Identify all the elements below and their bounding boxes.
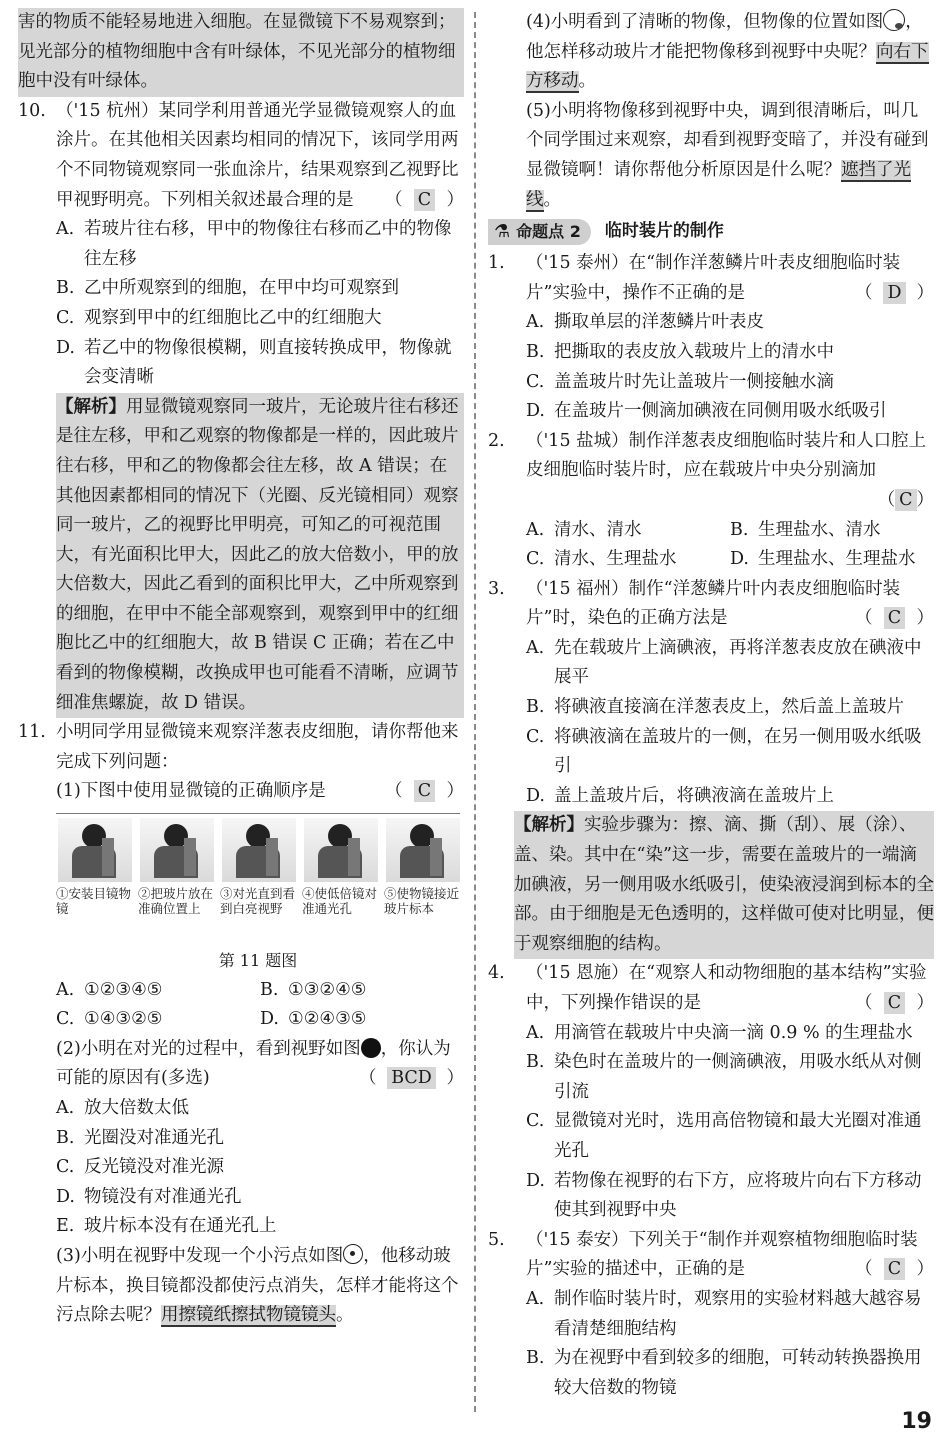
option-label: A. <box>526 637 545 658</box>
option-text: 若物像在视野的右下方，应将玻片向右下方移动使其到视野中央 <box>554 1170 922 1221</box>
question-5 <box>488 1226 934 1285</box>
option-a <box>488 1019 934 1049</box>
step-photo <box>386 818 460 882</box>
option-label: A. <box>526 1288 545 1309</box>
step-photo <box>140 818 214 882</box>
answer-slot: （ BCD ） <box>359 1068 464 1089</box>
answer-value: C <box>895 489 916 511</box>
section-header <box>488 217 934 247</box>
option-text: 光圈没对准通光孔 <box>84 1127 224 1148</box>
option-a <box>56 976 260 1006</box>
analysis-block <box>514 811 934 959</box>
option-label: A. <box>56 979 75 1000</box>
question-11 <box>18 718 464 777</box>
answer-value: C <box>884 992 905 1014</box>
question-stem: （'15 福州）制作“洋葱鳞片叶内表皮细胞临时装片”时，染色的正确方法是 <box>526 578 901 629</box>
question-stem: （'15 泰安）下列关于“制作并观察植物细胞临时装片”实验的描述中，正确的是 <box>526 1229 918 1280</box>
option-d <box>488 1167 934 1226</box>
option-label: B. <box>56 1127 75 1148</box>
answer-slot: （ C ） <box>385 189 464 210</box>
option-text: 制作临时装片时，观察用的实验材料越大越容易看清楚细胞结构 <box>554 1288 922 1339</box>
option-b <box>488 693 934 723</box>
step-caption: ③对光直到看到白亮视野 <box>220 886 296 917</box>
option-c <box>56 1005 260 1035</box>
option-label: C. <box>526 1111 545 1132</box>
question-number: 11. <box>18 722 46 743</box>
filled-answer: 遮挡了光线 <box>526 159 911 210</box>
option-label: A. <box>56 219 75 240</box>
option-text: 将碘液直接滴在洋葱表皮上，然后盖上盖玻片 <box>554 697 904 718</box>
option-text: ①②③④⑤ <box>84 979 163 1000</box>
option-label: B. <box>526 1348 545 1369</box>
option-label: C. <box>526 371 545 392</box>
option-label: B. <box>526 341 545 362</box>
option-label: B. <box>730 519 749 540</box>
option-row <box>18 1005 464 1035</box>
step-caption: ⑤使物镜接近玻片标本 <box>384 886 460 917</box>
right-column <box>488 8 934 1403</box>
option-row <box>18 976 464 1006</box>
answer-slot: （ D ） <box>855 282 934 303</box>
option-a <box>526 516 730 546</box>
option-text: 盖盖玻片时先让盖玻片一侧接触水滴 <box>554 371 834 392</box>
sub-question-stem: (4)小明看到了清晰的物像，但物像的位置如图 <box>526 12 884 32</box>
option-e <box>18 1212 464 1242</box>
option-text: 把撕取的表皮放入载玻片上的清水中 <box>554 341 834 362</box>
answer-value: C <box>414 780 435 802</box>
option-text: 撕取单层的洋葱鳞片叶表皮 <box>554 312 764 333</box>
answer-slot: （ C ） <box>877 489 934 510</box>
question-number: 3. <box>488 578 505 599</box>
option-text: 在盖玻片一侧滴加碘液在同侧用吸水纸吸引 <box>554 401 887 422</box>
option-text: 清水、生理盐水 <box>554 549 677 570</box>
option-row <box>488 545 934 575</box>
option-b <box>488 338 934 368</box>
analysis-label: 【解析】 <box>56 396 126 417</box>
sub-question-4 <box>488 8 934 97</box>
option-text: 盖上盖玻片后，将碘液滴在盖玻片上 <box>554 785 834 806</box>
analysis-block <box>56 393 464 719</box>
column-divider <box>474 12 476 1412</box>
option-d <box>260 1005 464 1035</box>
option-label: C. <box>56 1009 75 1030</box>
figure-caption: 第 11 题图 <box>218 951 298 971</box>
sub-question-stem: ，他移动玻片标本，换目镜都没都使污点消失，怎样才能将这个污点除去呢？ <box>56 1245 459 1326</box>
option-b <box>260 976 464 1006</box>
answer-value: C <box>884 1258 905 1280</box>
option-b <box>18 1124 464 1154</box>
answer-slot: （ C ） <box>855 993 934 1013</box>
option-text: 放大倍数太低 <box>84 1098 189 1118</box>
option-text: 为在视野中看到较多的细胞，可转动转换器换用较大倍数的物镜 <box>554 1348 922 1398</box>
question-1 <box>488 249 934 308</box>
option-text: 将碘液滴在盖玻片的一侧，在另一侧用吸水纸吸引 <box>554 726 922 777</box>
sub-question-stem: (2)小明在对光的过程中，看到视野如图 <box>56 1038 361 1059</box>
option-label: D. <box>56 1186 75 1207</box>
section-badge-label: 命题点 2 <box>516 222 581 242</box>
option-label: B. <box>260 979 279 1000</box>
option-text: 染色时在盖玻片的一侧滴碘液，用吸水纸从对侧引流 <box>554 1052 922 1102</box>
option-a <box>18 1094 464 1124</box>
answer-value: D <box>883 282 905 304</box>
flask-icon: ⚗ <box>494 221 511 243</box>
option-row <box>488 516 934 546</box>
answer-row <box>526 486 934 516</box>
option-text: 乙中所观察到的细胞，在甲中均可观察到 <box>84 278 399 299</box>
option-a <box>488 1285 934 1344</box>
question-3 <box>488 575 934 634</box>
option-label: B. <box>56 278 75 299</box>
sub-question-2 <box>18 1035 464 1094</box>
answer-value: BCD <box>387 1067 436 1089</box>
question-number: 4. <box>488 963 505 984</box>
option-text: ①④③②⑤ <box>84 1009 163 1030</box>
option-label: D. <box>260 1009 279 1030</box>
question-number: 2. <box>488 430 505 451</box>
question-stem: （'15 泰州）在“制作洋葱鳞片叶表皮细胞临时装片”实验中，操作不正确的是 <box>526 253 901 303</box>
option-a <box>18 215 464 274</box>
answer-slot: （ C ） <box>855 1259 934 1280</box>
option-a <box>488 308 934 338</box>
option-label: D. <box>730 549 749 570</box>
option-c <box>488 368 934 398</box>
option-text: 物镜没有对准通光孔 <box>84 1186 242 1207</box>
option-label: A. <box>526 519 545 540</box>
punctuation: 。 <box>578 71 596 92</box>
option-text: 观察到甲中的红细胞比乙中的红细胞大 <box>84 307 382 328</box>
step-caption: ①安装目镜物镜 <box>56 886 132 917</box>
option-label: D. <box>56 337 75 358</box>
option-text: 若乙中的物像很模糊，则直接转换成甲，物像就会变清晰 <box>84 337 452 388</box>
question-stem: （'15 恩施）在“观察人和动物细胞的基本结构”实验中，下列操作错误的是 <box>526 963 927 1013</box>
answer-slot: （ C ） <box>385 781 464 802</box>
offset-image-icon <box>883 9 905 31</box>
filled-answer: 向右下方移动 <box>526 41 929 92</box>
filled-answer: 用擦镜纸擦拭物镜镜头 <box>161 1305 336 1326</box>
option-label: D. <box>526 785 545 806</box>
question-number: 10. <box>18 100 46 121</box>
answer-value: C <box>414 189 435 211</box>
option-b <box>730 516 934 546</box>
option-label: C. <box>526 726 545 747</box>
sub-question-3 <box>18 1242 464 1331</box>
option-b <box>18 274 464 304</box>
option-label: D. <box>526 1170 545 1191</box>
option-text: 用滴管在载玻片中央滴一滴 0.9 % 的生理盐水 <box>554 1022 913 1043</box>
option-d <box>18 1183 464 1213</box>
option-c <box>488 723 934 782</box>
step-photo <box>58 818 132 882</box>
question-stem: （'15 盐城）制作洋葱表皮细胞临时装片和人口腔上皮细胞临时装片时，应在载玻片中央分别滴加 <box>526 430 927 481</box>
option-label: C. <box>56 1157 75 1178</box>
section-title: 临时装片的制作 <box>604 221 724 242</box>
option-d <box>488 782 934 812</box>
option-c <box>526 545 730 575</box>
option-c <box>18 304 464 334</box>
question-4 <box>488 959 934 1018</box>
question-number: 1. <box>488 253 505 274</box>
sub-question-stem: ，你认为可能的原因有(多选) <box>56 1038 451 1089</box>
option-label: A. <box>526 1022 545 1043</box>
option-label: D. <box>526 401 545 422</box>
punctuation: 。 <box>336 1305 354 1326</box>
option-text: 玻片标本没有在通光孔上 <box>84 1216 277 1237</box>
answer-value: C <box>884 607 905 629</box>
previous-analysis-tail: 害的物质不能轻易地进入细胞。在显微镜下不易观察到；见光部分的植物细胞中含有叶绿体，不见光部分的植物细胞中没有叶绿体。 <box>18 8 464 97</box>
option-text: 反光镜没对准光源 <box>84 1157 224 1178</box>
question-2 <box>488 427 934 516</box>
step-caption: ②把玻片放在准确位置上 <box>138 886 214 917</box>
option-text: 先在载玻片上滴碘液，再将洋葱表皮放在碘液中展平 <box>554 637 922 688</box>
option-label: A. <box>56 1098 75 1118</box>
option-b <box>488 1048 934 1107</box>
option-label: E. <box>56 1216 75 1237</box>
option-label: C. <box>56 307 75 328</box>
sub-question-1 <box>18 777 464 807</box>
option-d <box>18 334 464 393</box>
analysis-label: 【解析】 <box>514 815 584 836</box>
option-label: C. <box>526 549 545 570</box>
option-label: B. <box>526 697 545 718</box>
option-label: B. <box>526 1052 545 1073</box>
option-text: ①③②④⑤ <box>288 979 367 1000</box>
option-a <box>488 634 934 693</box>
step-photo <box>222 818 296 882</box>
microscope-steps-figure <box>56 813 460 946</box>
option-text: 生理盐水、生理盐水 <box>758 549 916 570</box>
sub-question-stem: ，他怎样移动玻片才能把物像移到视野中央呢？ <box>526 12 923 62</box>
option-text: 显微镜对光时，选用高倍物镜和最大光圈对准通光孔 <box>554 1111 922 1161</box>
section-badge <box>488 219 591 245</box>
dark-field-icon <box>361 1038 381 1058</box>
answer-slot: （ C ） <box>855 608 934 629</box>
question-number: 5. <box>488 1229 505 1250</box>
sub-question-stem: (1)下图中使用显微镜的正确顺序是 <box>56 781 326 802</box>
question-stem: 小明同学用显微镜来观察洋葱表皮细胞，请你帮他来完成下列问题： <box>56 722 459 772</box>
page-number: 19 <box>901 1409 932 1434</box>
question-10 <box>18 97 464 215</box>
option-c <box>488 1107 934 1166</box>
option-d <box>730 545 934 575</box>
spot-field-icon <box>343 1244 363 1264</box>
step-photo <box>304 818 378 882</box>
sub-question-5 <box>488 97 934 215</box>
option-d <box>488 397 934 427</box>
question-stem: （'15 杭州）某同学利用普通光学显微镜观察人的血涂片。在其他相关因素均相同的情况下，该同学用两个不同物镜观察同一张血涂片，结果观察到乙视野比甲视野明亮。下列相关叙述最合理的是 <box>56 100 459 210</box>
option-text: 生理盐水、清水 <box>758 519 881 540</box>
sub-question-stem: (3)小明在视野中发现一个小污点如图 <box>56 1245 344 1266</box>
analysis-text: 实验步骤为：擦、滴、撕（刮）、展（涂）、盖、染。其中在“染”这一步，需要在盖玻片的一端滴加碘液，另一侧用吸水纸吸引，使染液浸润到标本的全部。由于细胞是无色透明的，这样做可使对比明显，便于观察细胞的结构。 <box>514 815 934 954</box>
step-caption: ④使低倍镜对准通光孔 <box>302 886 378 917</box>
option-b <box>488 1344 934 1403</box>
sub-question-stem: (5)小明将物像移到视野中央，调到很清晰后，叫几个同学围过来观察，却看到视野变暗了，并没有碰到显微镜啊！请你帮他分析原因是什么呢？ <box>526 100 929 180</box>
option-text: 清水、清水 <box>554 519 642 540</box>
option-text: ①②④③⑤ <box>288 1009 367 1030</box>
analysis-text: 用显微镜观察同一玻片，无论玻片往右移还是往左移，甲和乙观察的物像都是一样的，因此玻片往右移，甲和乙的物像都会往左移，故 A 错误；在其他因素都相同的情况下（光圈、反光镜相同）观察同一玻片，乙的视野比甲明亮，可知乙的可视范围大，有光面积比甲大，因此乙的放大倍数小，甲的放大倍数大，因此乙看到的面积比甲大，乙中所观察到的细胞，在甲中不能全部观察到，观察到甲中的红细胞比乙中的红细胞大，故 B 错误 C 正确；若在乙中看到的物像模糊，改换成甲也可能看不清晰，应调节细准焦螺旋，故 D 错误。 <box>56 396 459 713</box>
left-column <box>18 8 464 1331</box>
punctuation: 。 <box>543 189 561 210</box>
option-text: 若玻片往右移，甲中的物像往右移而乙中的物像往左移 <box>84 219 452 269</box>
option-c <box>18 1153 464 1183</box>
option-label: A. <box>526 312 545 333</box>
